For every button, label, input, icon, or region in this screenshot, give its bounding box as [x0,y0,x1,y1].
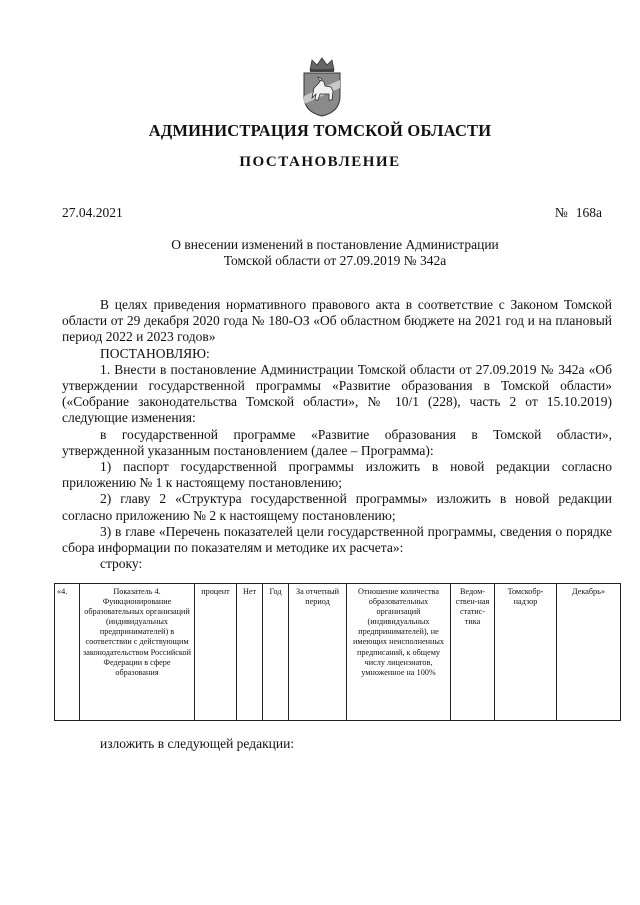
document-body [62,297,612,572]
paragraph-resolve: ПОСТАНОВЛЯЮ: [100,345,210,361]
table-cell: «4. [55,584,80,721]
table-cell: Показатель 4. Функционирование образовательных организаций (индивидуальных предпринимателей) в соответствии с действующим законодательством Российской Федерации в сфере образования [80,584,195,721]
paragraph-subitem-3: 3) в главе «Перечень показателей цели государственной программы, сведения о порядке сбора информации по показателям и методике их расчета»: [62,523,612,556]
document-subject [120,237,550,269]
table-cell: Год [263,584,289,721]
paragraph-item-1: 1. Внести в постановление Администрации Томской области от 27.09.2019 № 342а «Об утверждении государственной программы «Развитие образования в Томской области» («Собрание законодательства Томской области», № 10/1 (228), часть 2 от 15.10.2019) следующие изменения: [62,361,612,426]
table-cell: Декабрь» [557,584,621,721]
indicator-table [54,583,621,721]
document-type-title: ПОСТАНОВЛЕНИЕ [239,154,401,170]
table-cell: Томскобр-надзор [495,584,557,721]
table-cell: Нет [237,584,263,721]
paragraph-subitem-1: 1) паспорт государственной программы изложить в новой редакции согласно приложению № 1 к настоящему постановлению; [62,459,612,491]
number-sign: № [554,205,568,220]
subject-line-1: О внесении изменений в постановление Администрации [171,237,499,252]
paragraph-row-label: строку: [100,556,143,572]
paragraph-preamble: В целях приведения нормативного правового акта в соответствие с Законом Томской области от 29 декабря 2020 года № 180-ОЗ «Об областном бюджете на 2021 год и на плановый период 2022 и 2023 годов» [62,297,612,345]
coat-of-arms-icon [298,56,346,118]
document-date: 27.04.2021 [62,205,123,220]
paragraph-subitem-2: 2) главу 2 «Структура государственной программы» изложить в новой редакции согласно приложению № 2 к настоящему постановлению; [62,491,612,523]
closing-line: изложить в следующей редакции: [100,736,295,751]
table-cell: За отчетный период [289,584,347,721]
organization-title: АДМИНИСТРАЦИЯ ТОМСКОЙ ОБЛАСТИ [148,121,492,140]
subject-line-2: Томской области от 27.09.2019 № 342а [223,253,447,268]
table-cell: Ведом-ствен-ная статис-тика [451,584,495,721]
table-cell: процент [195,584,237,721]
number-value: 168а [575,205,602,220]
table-row [55,584,621,721]
paragraph-program-intro: в государственной программе «Развитие образования в Томской области», утвержденной указанным постановлением (далее – Программа): [62,426,612,458]
document-number [555,205,602,221]
table-cell: Отношение количества образовательных организаций (индивидуальных предпринимателей), не имеющих неисполненных предписаний, к общему числу лицензиатов, умноженное на 100% [347,584,451,721]
